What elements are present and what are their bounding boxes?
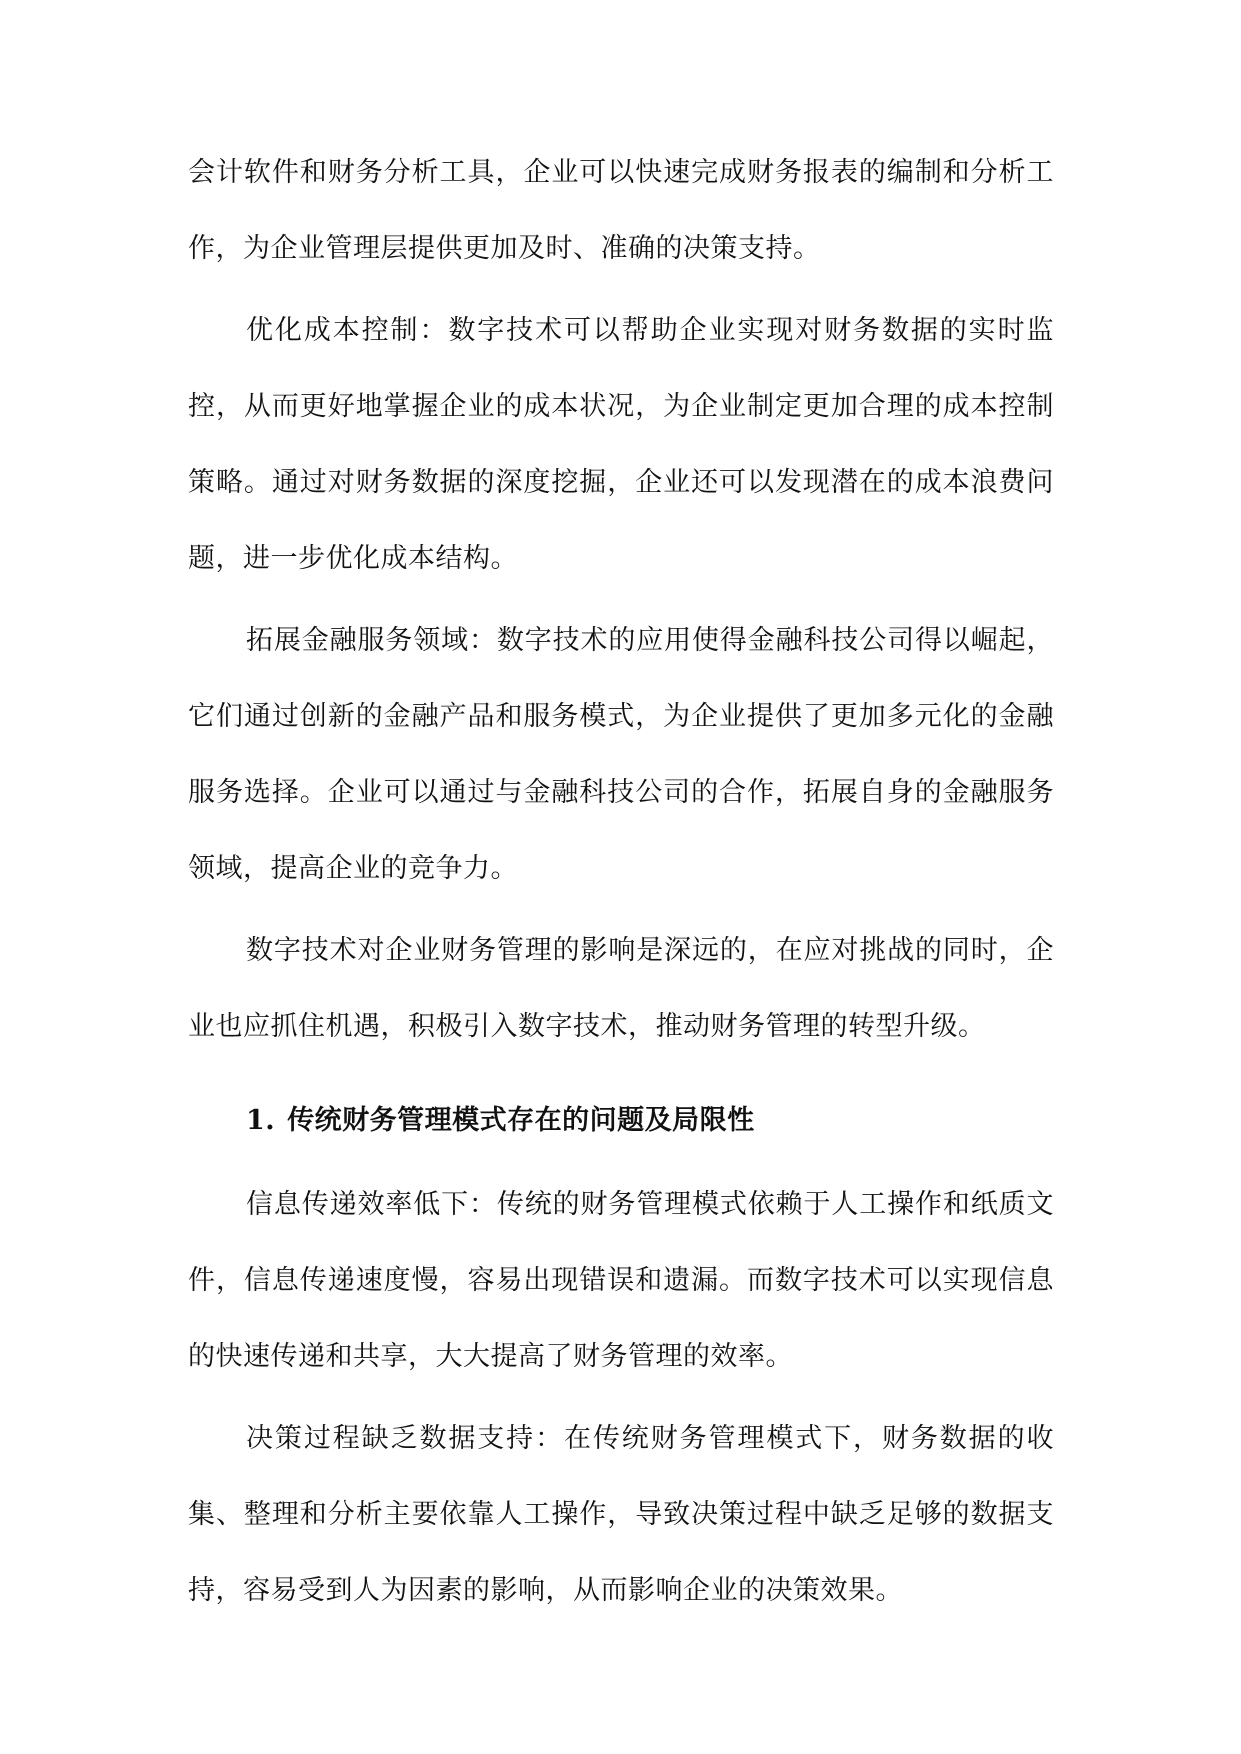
document-page [188, 135, 1054, 1635]
paragraph-continuation: 会计软件和财务分析工具，企业可以快速完成财务报表的编制和分析工作，为企业管理层提供更加及时、准确的决策支持。 [188, 157, 1054, 264]
paragraph-digital-impact: 数字技术对企业财务管理的影响是深远的，在应对挑战的同时，企业也应抓住机遇，积极引入数字技术，推动财务管理的转型升级。 [188, 935, 1054, 1042]
section-heading [188, 1083, 1054, 1159]
section-title: 传统财务管理模式存在的问题及局限性 [287, 1105, 755, 1136]
section-number: 1. [246, 1105, 276, 1136]
paragraph-financial-services: 拓展金融服务领域：数字技术的应用使得金融科技公司得以崛起，它们通过创新的金融产品和服务模式，为企业提供了更加多元化的金融服务选择。企业可以通过与金融科技公司的合作，拓展自身的金融服务领域，提高企业的竞争力。 [188, 625, 1054, 884]
paragraph-decision-support: 决策过程缺乏数据支持：在传统财务管理模式下，财务数据的收集、整理和分析主要依靠人工操作，导致决策过程中缺乏足够的数据支持，容易受到人为因素的影响，从而影响企业的决策效果。 [188, 1423, 1054, 1606]
paragraph-cost-control: 优化成本控制：数字技术可以帮助企业实现对财务数据的实时监控，从而更好地掌握企业的成本状况，为企业制定更加合理的成本控制策略。通过对财务数据的深度挖掘，企业还可以发现潜在的成本浪费问题，进一步优化成本结构。 [188, 315, 1054, 574]
paragraph-info-efficiency: 信息传递效率低下：传统的财务管理模式依赖于人工操作和纸质文件，信息传递速度慢，容易出现错误和遗漏。而数字技术可以实现信息的快速传递和共享，大大提高了财务管理的效率。 [188, 1189, 1054, 1372]
